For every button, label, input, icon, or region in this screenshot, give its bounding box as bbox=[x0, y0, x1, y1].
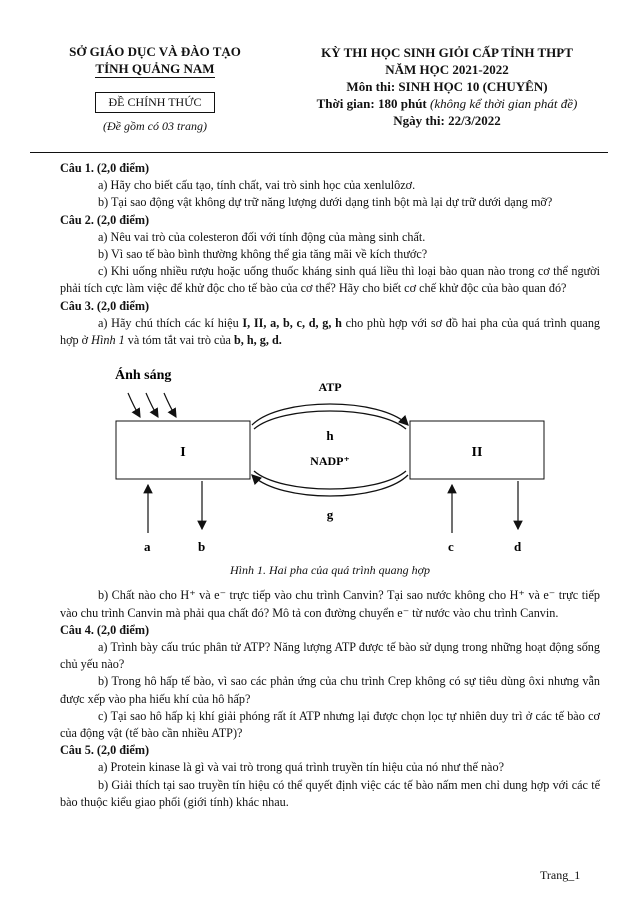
province-name: TỈNH QUẢNG NAM bbox=[95, 61, 215, 76]
school-year: NĂM HỌC 2021-2022 bbox=[385, 62, 509, 77]
g-arc-inner bbox=[254, 471, 406, 489]
time-line bbox=[282, 95, 612, 112]
time-note: (không kể thời gian phát đề) bbox=[430, 96, 578, 111]
light-label: Ánh sáng bbox=[115, 368, 172, 384]
nadp-label: NADP⁺ bbox=[310, 454, 350, 469]
page-number: Trang_1 bbox=[540, 868, 581, 882]
question-2-title: Câu 2. (2,0 điểm) bbox=[60, 212, 150, 227]
q3a-pre: a) Hãy chú thích các kí hiệu bbox=[98, 315, 243, 330]
g-arc-outer bbox=[252, 475, 408, 496]
question-2b: b) Vì sao tế bào bình thường không thể gia tăng mãi về kích thước? bbox=[98, 247, 428, 262]
q3a-symbols: I, II, a, b, c, d, g, h bbox=[242, 315, 342, 330]
q3a-roles: b, h, g, d. bbox=[234, 333, 282, 348]
a-label: a bbox=[144, 539, 151, 555]
question-1a: a) Hãy cho biết cấu tạo, tính chất, vai trò sinh học của xenlulôzơ. bbox=[98, 178, 416, 193]
subject: Môn thi: SINH HỌC 10 (CHUYÊN) bbox=[346, 79, 548, 94]
c-label: c bbox=[448, 539, 454, 555]
h-label: h bbox=[326, 428, 334, 444]
pages-note: (Đề gồm có 03 trang) bbox=[103, 119, 207, 133]
light-arrow-3 bbox=[164, 393, 176, 417]
question-1b: b) Tại sao động vật không dự trữ năng lượng dưới dạng tinh bột mà lại dự trữ dưới dạng mỡ? bbox=[98, 195, 553, 210]
question-4b: b) Trong hô hấp tế bào, vì sao các phản ứng của chu trình Crep không có sự tiêu dùng ôxi nhưng vẫn được xếp vào pha hiếu khí của hô hấp? bbox=[60, 674, 600, 706]
question-4a: a) Trình bày cấu trúc phân tử ATP? Năng lượng ATP được tế bào sử dụng trong những hoạt động sống chủ yếu nào? bbox=[60, 640, 600, 672]
box-1-label: I bbox=[180, 445, 186, 461]
issuer-block bbox=[40, 44, 270, 134]
atp-label: ATP bbox=[318, 380, 342, 395]
question-4c: c) Tại sao hô hấp kị khí giải phóng rất ít ATP nhưng lại được chọn lọc tự nhiên duy trì ở các tế bào cơ của động vật (tế bào cần nhiều ATP)? bbox=[60, 708, 600, 741]
box-2-label: II bbox=[471, 445, 483, 461]
q3a-figref: Hình 1 bbox=[91, 333, 125, 348]
question-3a bbox=[60, 315, 600, 349]
b-label: b bbox=[198, 539, 206, 555]
official-badge: ĐỀ CHÍNH THỨC bbox=[95, 92, 215, 113]
figure-caption: Hình 1. Hai pha của quá trình quang hợp bbox=[229, 563, 431, 578]
light-arrow-2 bbox=[146, 393, 158, 417]
time-label: Thời gian: 180 phút bbox=[316, 96, 427, 111]
d-label: d bbox=[514, 539, 522, 555]
exam-title: KỲ THI HỌC SINH GIỎI CẤP TỈNH THPT bbox=[321, 45, 573, 60]
department-name: SỞ GIÁO DỤC VÀ ĐÀO TẠO bbox=[69, 44, 241, 59]
question-2a: a) Nêu vai trò của colesteron đối với tính động của màng sinh chất. bbox=[98, 229, 426, 244]
exam-date: Ngày thi: 22/3/2022 bbox=[393, 113, 501, 128]
question-2c: c) Khi uống nhiều rượu hoặc uống thuốc kháng sinh quá liều thì loại bào quan nào trong cơ thể người phải tích cực làm việc để khử độc cho tế bào của cơ thể? Hãy cho biết cơ chế khử độc của bào quan đó? bbox=[60, 264, 600, 296]
atp-arc-inner bbox=[254, 411, 406, 429]
g-label: g bbox=[326, 507, 334, 523]
light-arrow-1 bbox=[128, 393, 140, 417]
question-5a: a) Protein kinase là gì và vai trò trong quá trình truyền tín hiệu của nó như thế nào? bbox=[98, 760, 504, 775]
question-1-title: Câu 1. (2,0 điểm) bbox=[60, 161, 150, 175]
photosynthesis-diagram bbox=[60, 355, 600, 560]
question-3b: b) Chất nào cho H⁺ và e⁻ trực tiếp vào chu trình Canvin? Tại sao nước không cho H⁺ và e⁻ trực tiếp vào chu trình Canvin mà phải qua chất đó? Mô tả con đường chuyển e⁻ từ nước vào chu trình Canvin. bbox=[60, 588, 600, 620]
exam-info-block bbox=[282, 44, 612, 129]
q3a-mid: cho phù hợp với sơ đồ hai pha của quá trình quang hợp ở bbox=[60, 315, 601, 348]
exam-body bbox=[60, 160, 600, 811]
atp-arc-outer bbox=[252, 404, 408, 425]
q3a-mid2: và tóm tắt vai trò của bbox=[124, 333, 235, 348]
question-4-title: Câu 4. (2,0 điểm) bbox=[60, 622, 150, 637]
question-5b: b) Giải thích tại sao truyền tín hiệu có thể quyết định việc các tế bào nấm men chỉ dung hợp với các tế bào thuộc kiểu giao phối (giới tính) khác nhau. bbox=[60, 777, 600, 809]
diagram-svg bbox=[60, 355, 600, 560]
question-5-title: Câu 5. (2,0 điểm) bbox=[60, 743, 150, 758]
question-3-title: Câu 3. (2,0 điểm) bbox=[60, 298, 150, 313]
header-divider bbox=[30, 152, 608, 153]
